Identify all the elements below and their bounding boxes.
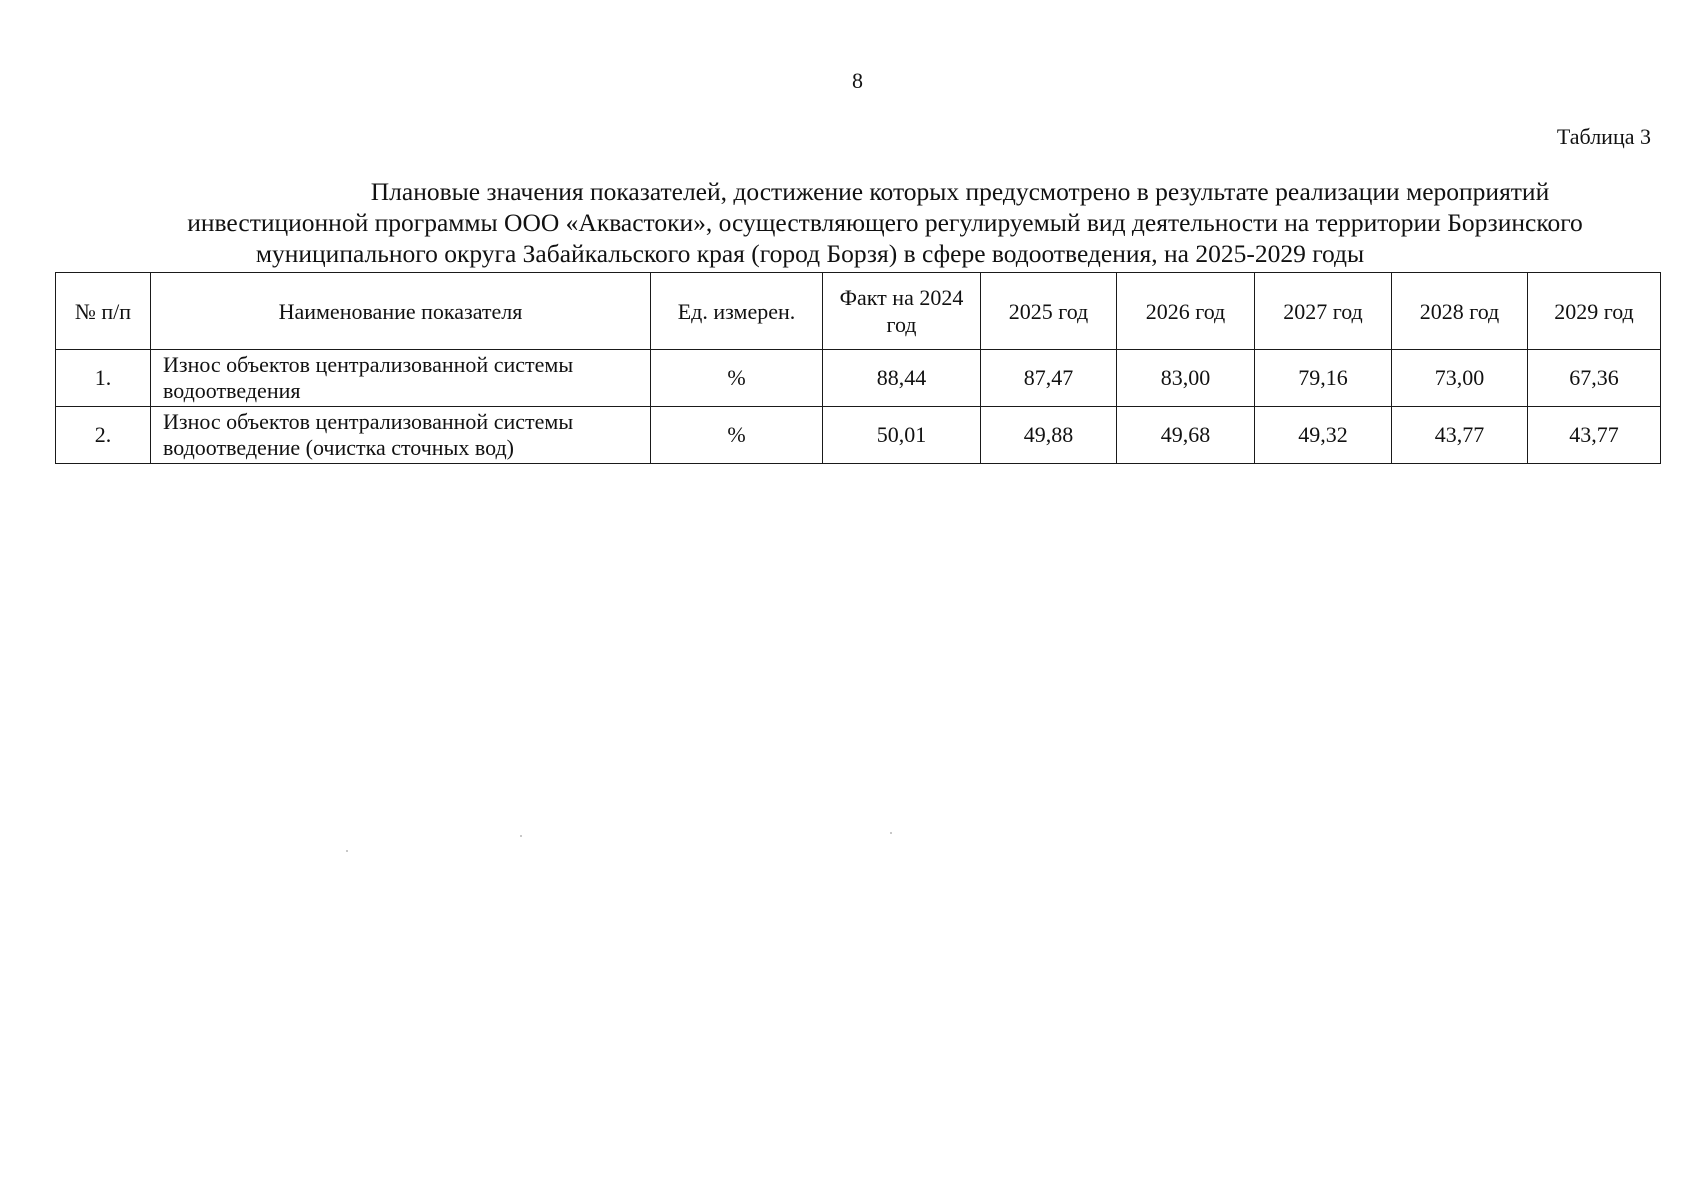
page-number: 8 [852,68,863,93]
scan-speck [890,832,892,834]
header-2027: 2027 год [1255,273,1392,350]
value-2029-cell: 67,36 [1528,350,1661,407]
header-number: № п/п [56,273,151,350]
title-line-1: Плановые значения показателей, достижение которых предусмотрено в результате реализации мероприятий [370,177,1550,206]
header-2026: 2026 год [1117,273,1255,350]
table-row [56,350,1661,407]
title-line-3: муниципального округа Забайкальского края (город Борзя) в сфере водоотведения, на 2025-2029 годы [255,239,1365,268]
scan-speck [346,850,348,852]
header-2025: 2025 год [981,273,1117,350]
indicator-name: Износ объектов централизованной системы водоотведение (очистка сточных вод) [151,407,651,464]
indicators-table [55,272,1661,464]
fact-2024-cell: 50,01 [823,407,981,464]
fact-2024-cell: 88,44 [823,350,981,407]
unit-cell: % [651,350,823,407]
table-row [56,407,1661,464]
value-2028-cell: 73,00 [1392,350,1528,407]
value-2026-cell: 49,68 [1117,407,1255,464]
title-line-2: инвестиционной программы ООО «Аквастоки», осуществляющего регулируемый вид деятельности на территории Борзинского [187,208,1583,237]
value-2025-cell: 87,47 [981,350,1117,407]
header-2028: 2028 год [1392,273,1528,350]
value-2026-cell: 83,00 [1117,350,1255,407]
table-label: Таблица 3 [1556,124,1651,149]
document-title [105,176,1665,269]
table-header-row [56,273,1661,350]
indicator-name: Износ объектов централизованной системы водоотведения [151,350,651,407]
value-2029-cell: 43,77 [1528,407,1661,464]
scan-speck [520,835,522,837]
row-number: 2. [56,407,151,464]
header-indicator-name: Наименование показателя [151,273,651,350]
value-2025-cell: 49,88 [981,407,1117,464]
value-2028-cell: 43,77 [1392,407,1528,464]
header-2029: 2029 год [1528,273,1661,350]
unit-cell: % [651,407,823,464]
header-unit: Ед. измерен. [651,273,823,350]
value-2027-cell: 79,16 [1255,350,1392,407]
value-2027-cell: 49,32 [1255,407,1392,464]
header-fact-2024: Факт на 2024 год [823,273,981,350]
row-number: 1. [56,350,151,407]
